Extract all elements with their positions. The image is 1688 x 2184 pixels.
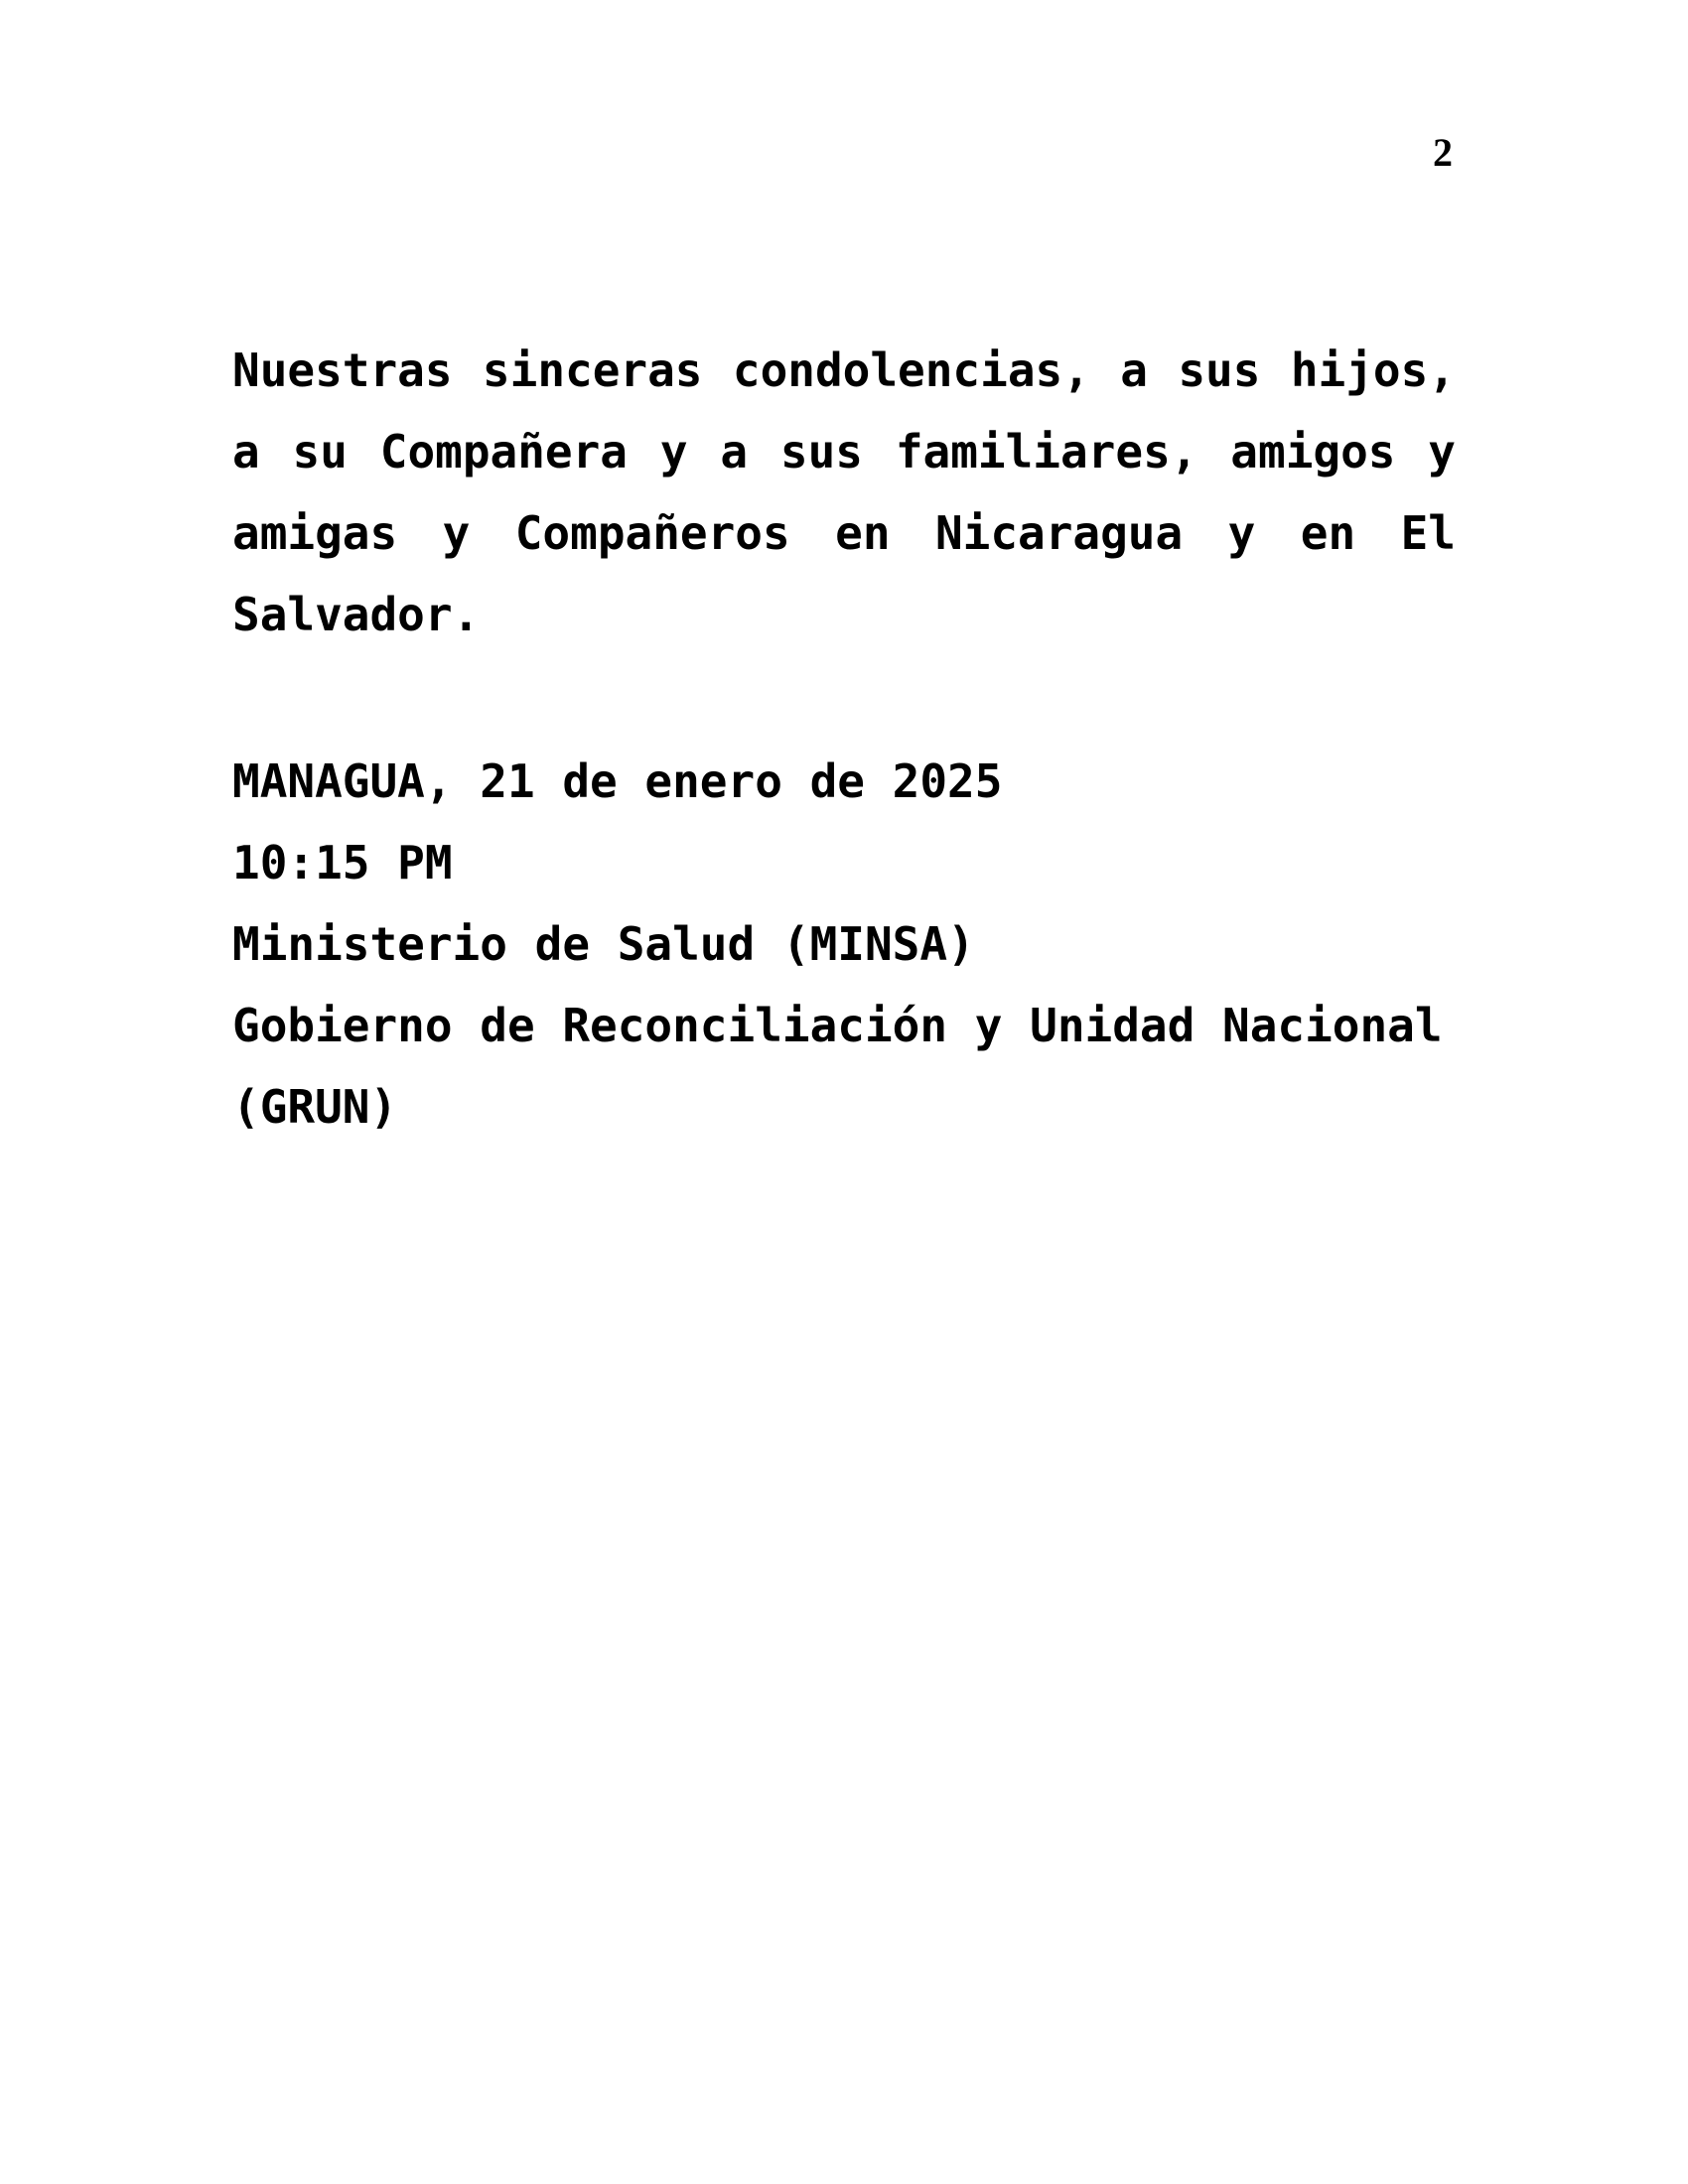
time-line: 10:15 PM <box>232 836 453 889</box>
page-number: 2 <box>1433 130 1453 175</box>
paragraph-line: Salvador. <box>232 588 481 641</box>
acronym-line: (GRUN) <box>232 1080 398 1134</box>
paragraph-line: a su Compañera y a sus familiares, amigos y <box>232 425 1456 478</box>
paragraph-line: amigas y Compañeros en Nicaragua y en El <box>232 506 1456 560</box>
paragraph-line: Nuestras sinceras condolencias, a sus hijos, <box>232 343 1456 397</box>
condolence-paragraph <box>232 330 1456 655</box>
government-line: Gobierno de Reconciliación y Unidad Nacional <box>232 999 1443 1052</box>
ministry-line: Ministerio de Salud (MINSA) <box>232 917 975 971</box>
signature-block <box>232 741 1456 1148</box>
date-line: MANAGUA, 21 de enero de 2025 <box>232 754 1003 808</box>
